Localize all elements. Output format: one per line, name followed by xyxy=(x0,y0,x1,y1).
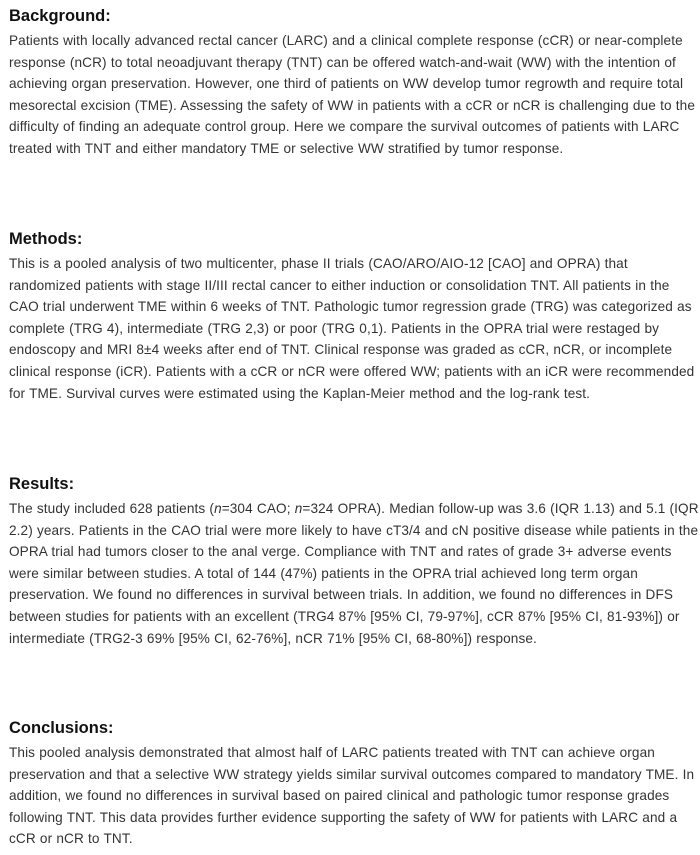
results-n-variable: n xyxy=(214,501,222,516)
results-text xyxy=(9,498,700,649)
conclusions-section xyxy=(9,717,700,850)
methods-section xyxy=(9,228,700,404)
background-text: Patients with locally advanced rectal cancer (LARC) and a clinical complete response (cCR) or near-complete response (nCR) to total neoadjuvant therapy (TNT) can be offered watch-and-wait (WW) with the intention of achieving organ preservation. However, one third of patients on WW develop tumor regrowth and require total mesorectal excision (TME). Assessing the safety of WW in patients with a cCR or nCR is challenging due to the difficulty of finding an adequate control group. Here we compare the survival outcomes of patients with LARC treated with TNT and either mandatory TME or selective WW stratified by tumor response. xyxy=(9,33,695,156)
results-heading: Results: xyxy=(9,475,75,493)
methods-heading: Methods: xyxy=(9,230,83,248)
conclusions-heading: Conclusions: xyxy=(9,719,114,737)
background-section xyxy=(9,5,700,160)
conclusions-text: This pooled analysis demonstrated that almost half of LARC patients treated with TNT can achieve organ preservation and that a selective WW strategy yields similar survival outcomes compared to mandatory TME. In addition, we found no differences in survival based on paired clinical and pathologic tumor response grades following TNT. This data provides further evidence supporting the safety of WW for patients with LARC and a cCR or nCR to TNT. xyxy=(9,745,695,847)
results-text-part: =324 OPRA). Median follow-up was 3.6 (IQR 1.13) and 5.1 (IQR 2.2) years. Patients in the CAO trial were more likely to have cT3/4 and cN positive disease while patients in the OPRA trial had tumors closer to the anal verge. Compliance with TNT and rates of grade 3+ adverse events were similar between studies. A total of 144 (47%) patients in the OPRA trial achieved long term organ preservation. We found no differences in survival between trials. In addition, we found no differences in DFS between studies for patients with an excellent (TRG4 87% [95% CI, 79-97%], cCR 87% [95% CI, 81-93%]) or intermediate (TRG2-3 69% [95% CI, 62-76%], nCR 71% [95% CI, 68-80%]) response. xyxy=(9,501,699,646)
results-n-variable: n xyxy=(294,501,303,516)
results-text-part: =304 CAO; xyxy=(221,501,295,516)
methods-text: This is a pooled analysis of two multicenter, phase II trials (CAO/ARO/AIO-12 [CAO] and OPRA) that randomized patients with stage II/III rectal cancer to either induction or consolidation TNT. All patients in the CAO trial underwent TME within 6 weeks of TNT. Pathologic tumor regression grade (TRG) was categorized as complete (TRG 4), intermediate (TRG 2,3) or poor (TRG 0,1). Patients in the OPRA trial were restaged by endoscopy and MRI 8±4 weeks after end of TNT. Clinical response was graded as cCR, nCR, or incomplete clinical response (iCR). Patients with a cCR or nCR were offered WW; patients with an iCR were recommended for TME. Survival curves were estimated using the Kaplan-Meier method and the log-rank test. xyxy=(9,256,695,401)
results-section xyxy=(9,473,700,649)
background-heading: Background: xyxy=(9,7,111,25)
results-text-part: The study included 628 patients ( xyxy=(9,501,215,516)
